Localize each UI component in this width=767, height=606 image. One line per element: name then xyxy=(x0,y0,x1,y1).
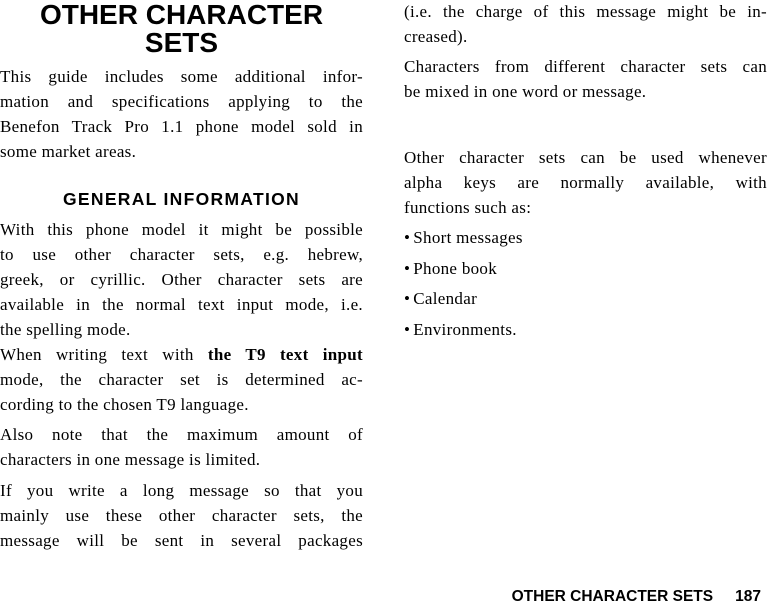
intro-line: some market areas. xyxy=(0,142,137,161)
intro-line: mation and specifications applying to the xyxy=(0,92,363,111)
paragraph-line: to use other character sets, e.g. hebrew, xyxy=(0,245,363,264)
chapter-title xyxy=(0,0,363,57)
list-item-label: Environments. xyxy=(413,319,517,339)
paragraph-line: available in the normal text input mode, i.e. xyxy=(0,295,363,314)
paragraph-long-message xyxy=(0,478,363,553)
page-number: 187 xyxy=(735,588,761,605)
bullet-icon: • xyxy=(404,228,411,247)
paragraph-line: Characters from different character sets can xyxy=(404,57,767,76)
functions-list xyxy=(404,223,523,345)
intro-line: This guide includes some additional infor- xyxy=(0,67,363,86)
t9-emphasis: the T9 text input xyxy=(207,345,363,364)
paragraph-text: When writing text with xyxy=(0,345,208,364)
list-item xyxy=(404,315,523,346)
chapter-title-line-1: OTHER CHARACTER xyxy=(39,0,324,30)
list-item-label: Short messages xyxy=(413,228,523,247)
paragraph-line: functions such as: xyxy=(404,198,532,217)
left-column xyxy=(0,0,363,550)
paragraph-line: message will be sent in several packages xyxy=(0,531,363,550)
paragraph-line: greek, or cyrillic. Other character sets are xyxy=(0,270,363,289)
bullet-icon: • xyxy=(404,258,411,278)
paragraph-line: Other character sets can be used whenever xyxy=(404,148,767,167)
paragraph-line: the spelling mode. xyxy=(0,320,131,339)
intro-line: Benefon Track Pro 1.1 phone model sold in xyxy=(0,117,363,136)
list-item xyxy=(404,284,523,315)
bullet-icon: • xyxy=(404,289,411,308)
list-item-label: Calendar xyxy=(413,289,478,308)
paragraph-line: (i.e. the charge of this message might be in- xyxy=(404,2,767,21)
section-title: GENERAL INFORMATION xyxy=(63,189,300,209)
paragraph-line: With this phone model it might be possible xyxy=(0,220,363,239)
paragraph-mixing xyxy=(404,54,767,104)
paragraph-usage xyxy=(404,145,767,220)
paragraph-line: characters in one message is limited. xyxy=(0,450,261,469)
paragraph-line xyxy=(0,342,363,367)
page-footer xyxy=(512,588,761,606)
list-item-label: Phone book xyxy=(413,258,498,278)
paragraph-character-sets xyxy=(0,217,363,342)
bullet-icon: • xyxy=(404,319,411,339)
paragraph-t9 xyxy=(0,342,363,417)
paragraph-limit xyxy=(0,422,363,472)
list-item xyxy=(404,223,523,254)
chapter-title-line-2: SETS xyxy=(144,27,219,58)
paragraph-line: be mixed in one word or message. xyxy=(404,82,647,101)
paragraph-line: If you write a long message so that you xyxy=(0,481,363,500)
paragraph-line: Also note that the maximum amount of xyxy=(0,425,363,444)
paragraph-line: mainly use these other character sets, the xyxy=(0,506,363,525)
paragraph-line: cording to the chosen T9 language. xyxy=(0,395,249,414)
intro-paragraph xyxy=(0,64,363,164)
paragraph-line: creased). xyxy=(404,27,468,46)
footer-section-title: OTHER CHARACTER SETS xyxy=(511,588,714,605)
paragraph-charge xyxy=(404,0,767,49)
paragraph-line: alpha keys are normally available, with xyxy=(404,173,767,192)
paragraph-line: mode, the character set is determined ac- xyxy=(0,370,363,389)
list-item xyxy=(404,254,523,285)
